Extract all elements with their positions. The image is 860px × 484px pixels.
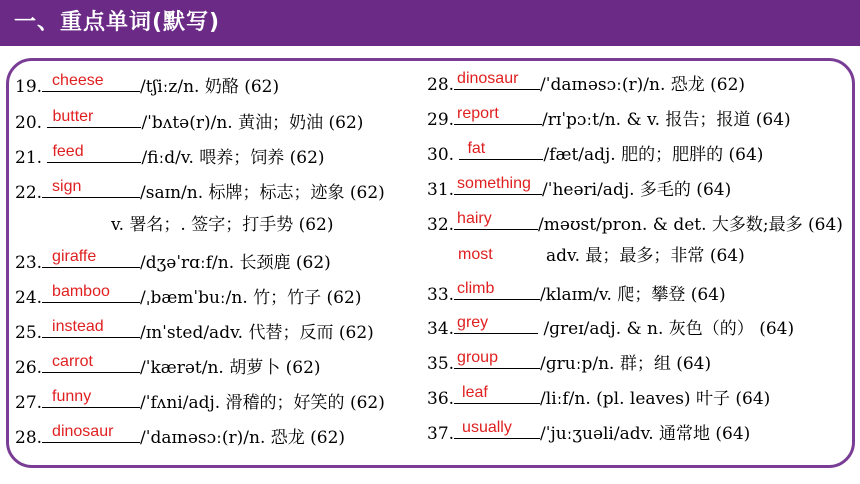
list-item <box>15 250 331 273</box>
item-number: 31. <box>427 180 455 200</box>
item-definition: /ɡreɪ/adj. & n. 灰色（的） (64) <box>538 319 795 339</box>
item-definition: /ˈheəri/adj. 多毛的 (64) <box>542 180 732 200</box>
item-number: 36. <box>427 389 455 409</box>
list-item <box>15 145 325 168</box>
answer-blank <box>454 212 538 230</box>
item-definition: /rɪˈpɔːt/n. & v. 报告；报道 (64) <box>542 110 791 130</box>
item-definition: /ˈdaɪnəsɔː(r)/n. 恐龙 (62) <box>540 75 746 95</box>
answer-word: something <box>457 175 531 192</box>
answer-blank <box>454 72 540 90</box>
item-definition: /tʃiːz/n. 奶酪 (62) <box>140 77 280 97</box>
item-definition: /ɡruːp/n. 群；组 (64) <box>540 354 712 374</box>
answer-blank <box>454 107 542 125</box>
item-definition: /klaɪm/v. 爬；攀登 (64) <box>540 285 726 305</box>
list-item <box>427 107 791 130</box>
list-item <box>427 142 763 165</box>
list-item <box>427 177 731 200</box>
item-number: 30. <box>427 145 460 165</box>
item-definition: /fiːd/v. 喂养；饲养 (62) <box>141 148 325 168</box>
answer-blank <box>454 316 538 334</box>
list-item <box>15 390 385 413</box>
answer-blank <box>454 351 540 369</box>
answer-word: dinosaur <box>52 423 114 440</box>
answer-word: dinosaur <box>457 70 519 87</box>
answer-blank <box>42 180 140 198</box>
item-number: 22. <box>15 183 43 203</box>
item-number: 32. <box>427 215 455 235</box>
answer-blank <box>42 74 140 92</box>
item-definition: v. 署名；. 签字；打手势 (62) <box>111 215 334 235</box>
title-banner <box>0 0 860 46</box>
item-number: 33. <box>427 285 455 305</box>
item-definition: /liːf/n. (pl. leaves) 叶子 (64) <box>540 389 771 409</box>
list-item <box>427 386 770 409</box>
answer-word: bamboo <box>52 283 110 300</box>
answer-word: most <box>458 246 493 263</box>
answer-blank <box>42 285 140 303</box>
item-number: 34. <box>427 319 455 339</box>
item-number: 25. <box>15 323 43 343</box>
answer-blank <box>42 320 140 338</box>
answer-word: cheese <box>52 72 104 89</box>
list-item <box>15 285 361 308</box>
item-definition: /məʊst/pron. & det. 大多数;最多 (64) <box>538 215 843 235</box>
item-number: 24. <box>15 288 43 308</box>
list-item <box>427 351 711 374</box>
item-definition: /ˈdaɪnəsɔː(r)/n. 恐龙 (62) <box>140 428 346 448</box>
answer-word: feed <box>52 143 84 160</box>
list-item <box>15 320 374 343</box>
item-number: 19. <box>15 77 43 97</box>
list-item <box>15 355 321 378</box>
item-number: 35. <box>427 354 455 374</box>
answer-word: group <box>457 349 498 366</box>
item-definition: adv. 最；最多；非常 (64) <box>546 246 745 266</box>
list-item <box>15 180 385 203</box>
item-definition: /ˈbʌtə(r)/n. 黄油；奶油 (62) <box>141 113 364 133</box>
answer-blank <box>454 386 540 404</box>
list-item <box>15 110 363 133</box>
answer-word: giraffe <box>52 248 97 265</box>
list-item <box>111 215 334 235</box>
answer-word: hairy <box>457 210 492 227</box>
answer-blank <box>47 145 141 163</box>
item-definition: /ˈjuːʒuəli/adv. 通常地 (64) <box>540 424 751 444</box>
item-definition: /ˌbæmˈbuː/n. 竹；竹子 (62) <box>140 288 362 308</box>
answer-word: instead <box>52 318 104 335</box>
item-definition: /saɪn/n. 标牌；标志；迹象 (62) <box>140 183 385 203</box>
answer-word: sign <box>52 178 82 195</box>
answer-word: grey <box>457 314 489 331</box>
item-definition: /ˈfʌni/adj. 滑稽的；好笑的 (62) <box>140 393 385 413</box>
answer-word: carrot <box>52 353 93 370</box>
list-item <box>427 72 745 95</box>
item-number: 21. <box>15 148 48 168</box>
list-item <box>15 425 345 448</box>
answer-blank <box>42 250 140 268</box>
answer-word: climb <box>457 280 495 297</box>
list-item <box>546 246 745 266</box>
list-item <box>427 282 726 305</box>
answer-word: butter <box>52 108 94 125</box>
item-number: 28. <box>427 75 455 95</box>
item-number: 28. <box>15 428 43 448</box>
item-definition: /ˈkærət/n. 胡萝卜 (62) <box>140 358 321 378</box>
item-definition: /dʒəˈrɑːf/n. 长颈鹿 (62) <box>140 253 331 273</box>
answer-word: report <box>457 105 499 122</box>
item-number: 27. <box>15 393 43 413</box>
page-title: 一、重点单词(默写) <box>14 10 221 35</box>
answer-word: usually <box>462 419 512 436</box>
item-definition: /ɪnˈsted/adv. 代替；反而 (62) <box>140 323 374 343</box>
answer-blank <box>454 177 542 195</box>
answer-blank <box>42 390 140 408</box>
list-item <box>427 316 794 339</box>
answer-word: fat <box>467 140 486 157</box>
item-number: 20. <box>15 113 48 133</box>
item-definition: /fæt/adj. 肥的；肥胖的 (64) <box>543 145 764 165</box>
answer-blank <box>454 421 540 439</box>
item-number: 37. <box>427 424 455 444</box>
list-item <box>427 212 843 235</box>
list-item <box>15 74 279 97</box>
answer-blank <box>459 142 543 160</box>
answer-blank <box>42 425 140 443</box>
list-item <box>427 421 750 444</box>
item-number: 23. <box>15 253 43 273</box>
answer-blank <box>454 282 540 300</box>
answer-word: funny <box>52 388 92 405</box>
item-number: 26. <box>15 358 43 378</box>
answer-word: leaf <box>462 384 488 401</box>
answer-blank <box>42 355 140 373</box>
item-number: 29. <box>427 110 455 130</box>
answer-blank <box>47 110 141 128</box>
